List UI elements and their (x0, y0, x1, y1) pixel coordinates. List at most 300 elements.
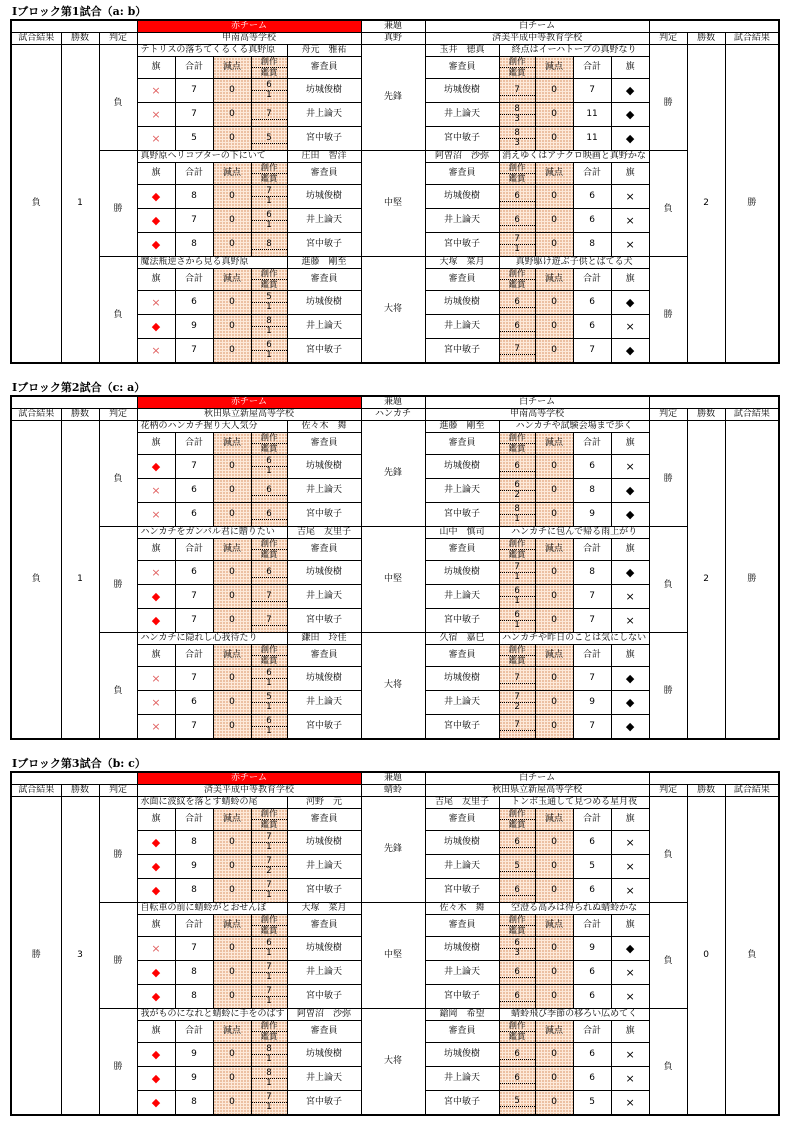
white-flag-mark: × (611, 185, 649, 209)
red-appr-score: 1 (252, 466, 287, 476)
white-deduction: 0 (535, 831, 573, 855)
white-haiku: ハンカチや昨日のことは気にしない (499, 633, 649, 645)
judges-header: 審査員 (287, 269, 361, 291)
red-create-score: 6 (266, 456, 272, 466)
total-header: 合計 (573, 809, 611, 831)
appr-label: 鑑賞 (500, 819, 535, 830)
deduct-header: 減点 (213, 809, 251, 831)
total-header: 合計 (573, 539, 611, 561)
judge-name: 坊城俊樹 (287, 79, 361, 103)
judge-name: 宮中敏子 (287, 1091, 361, 1115)
white-deduction: 0 (535, 715, 573, 739)
red-flag-mark: × (137, 561, 175, 585)
deduct-header: 減点 (535, 539, 573, 561)
judge-name: 井上論天 (425, 585, 499, 609)
red-create-appr (251, 561, 287, 585)
create-appr-header (251, 645, 287, 667)
white-bout-judge: 負 (649, 539, 687, 633)
create-label: 創作 (508, 163, 526, 173)
red-flag-mark: × (137, 103, 175, 127)
red-appr-score: 1 (252, 678, 287, 688)
red-total-score: 6 (175, 291, 213, 315)
red-appr-score (252, 577, 287, 578)
red-flag-mark: ◆ (137, 1091, 175, 1115)
red-flag-mark: × (137, 715, 175, 739)
white-total-score: 8 (573, 233, 611, 257)
white-deduction: 0 (535, 291, 573, 315)
white-flag-mark: ◆ (611, 479, 649, 503)
red-create-appr (251, 291, 287, 315)
wins-header: 勝数 (61, 33, 99, 45)
total-header: 合計 (175, 269, 213, 291)
white-create-score: 6 (514, 836, 520, 847)
white-flag-mark: × (611, 233, 649, 257)
red-flag-mark: × (137, 503, 175, 527)
match-1-section (10, 4, 778, 364)
red-create-score: 8 (266, 238, 272, 249)
white-total-score: 6 (573, 209, 611, 233)
white-total-score: 9 (573, 691, 611, 715)
white-haiku: 消えゆくはアナクロ映画と真野かな (499, 151, 649, 163)
white-flag-mark: × (611, 609, 649, 633)
red-team-header: 赤チーム (137, 772, 361, 785)
white-team-header: 白チーム (425, 20, 649, 33)
red-poet-name: 大塚 菜月 (287, 903, 361, 915)
appr-label: 鑑賞 (500, 1031, 535, 1042)
position-label: 先鋒 (361, 797, 425, 903)
white-deduction: 0 (535, 127, 573, 151)
white-create-appr (499, 937, 535, 961)
flag-header: 旗 (137, 645, 175, 667)
white-deduction: 0 (535, 937, 573, 961)
position-label: 中堅 (361, 527, 425, 633)
red-appr-score: 1 (252, 948, 287, 958)
red-deduction: 0 (213, 985, 251, 1009)
white-total-score: 7 (573, 609, 611, 633)
red-total-score: 9 (175, 855, 213, 879)
white-appr-score (500, 871, 535, 872)
white-deduction: 0 (535, 315, 573, 339)
white-total-score: 9 (573, 503, 611, 527)
flag-header: 旗 (611, 1021, 649, 1043)
appr-label: 鑑賞 (500, 443, 535, 454)
judge-name: 宮中敏子 (425, 715, 499, 739)
red-total-score: 8 (175, 233, 213, 257)
white-flag-mark: ◆ (611, 127, 649, 151)
red-school: 済美平成中等教育学校 (137, 785, 361, 797)
white-appr-score (500, 1001, 535, 1002)
red-deduction: 0 (213, 561, 251, 585)
red-total-score: 9 (175, 315, 213, 339)
white-deduction: 0 (535, 185, 573, 209)
red-deduction: 0 (213, 691, 251, 715)
create-label: 創作 (260, 433, 278, 443)
appr-label: 鑑賞 (252, 279, 287, 290)
red-flag-mark: ◆ (137, 185, 175, 209)
flag-header: 旗 (137, 57, 175, 79)
judge-name: 井上論天 (425, 209, 499, 233)
white-create-score: 6 (514, 214, 520, 225)
white-haiku: ハンカチに包んで帰る雨上がり (499, 527, 649, 539)
total-header: 合計 (573, 1021, 611, 1043)
judge-name: 井上論天 (287, 103, 361, 127)
white-create-appr (499, 1067, 535, 1091)
red-deduction: 0 (213, 209, 251, 233)
create-appr-header (499, 809, 535, 831)
red-create-appr (251, 479, 287, 503)
red-create-appr (251, 1091, 287, 1115)
result-header: 試合結果 (725, 33, 779, 45)
red-haiku: 自転車の前に蜻蛉がとおせんぼ (140, 903, 267, 913)
appr-label: 鑑賞 (252, 819, 287, 830)
white-deduction: 0 (535, 879, 573, 903)
create-label: 創作 (508, 645, 526, 655)
white-school: 済美平成中等教育学校 (425, 33, 649, 45)
white-create-appr (499, 185, 535, 209)
red-deduction: 0 (213, 455, 251, 479)
red-deduction: 0 (213, 79, 251, 103)
red-total-score: 7 (175, 585, 213, 609)
white-poet-name: 佐々木 舞 (425, 903, 499, 915)
white-poet-name: 鎗岡 希望 (425, 1009, 499, 1021)
kendai-header: 兼題 (361, 20, 425, 33)
red-appr-score: 1 (252, 726, 287, 736)
deduct-header: 減点 (213, 433, 251, 455)
judge-name: 坊城俊樹 (425, 831, 499, 855)
red-create-score: 6 (266, 508, 272, 519)
red-wins-count: 3 (61, 797, 99, 1115)
white-bout-judge: 負 (649, 809, 687, 903)
white-total-score: 6 (573, 879, 611, 903)
white-total-score: 7 (573, 339, 611, 363)
white-total-score: 7 (573, 79, 611, 103)
red-create-appr (251, 961, 287, 985)
flag-header: 旗 (137, 163, 175, 185)
total-header: 合計 (175, 915, 213, 937)
flag-header: 旗 (611, 163, 649, 185)
judge-name: 坊城俊樹 (425, 561, 499, 585)
total-header: 合計 (573, 915, 611, 937)
red-flag-mark: ◆ (137, 831, 175, 855)
flag-header: 旗 (611, 645, 649, 667)
red-create-score: 7 (266, 986, 272, 996)
white-create-appr (499, 1043, 535, 1067)
judge-header: 判定 (99, 785, 137, 797)
red-create-appr (251, 985, 287, 1009)
judge-name: 井上論天 (287, 961, 361, 985)
red-haiku-cell (137, 1009, 287, 1021)
red-create-score: 8 (266, 316, 272, 326)
judge-name: 宮中敏子 (287, 503, 361, 527)
judge-name: 井上論天 (287, 855, 361, 879)
red-create-score: 6 (266, 566, 272, 577)
white-appr-score (500, 331, 535, 332)
white-create-appr (499, 209, 535, 233)
judges-header: 審査員 (287, 915, 361, 937)
red-create-appr (251, 715, 287, 739)
create-appr-header (251, 57, 287, 79)
create-appr-header (499, 645, 535, 667)
white-appr-score: 2 (500, 490, 535, 500)
judge-name: 井上論天 (425, 315, 499, 339)
white-total-score: 9 (573, 937, 611, 961)
red-create-appr (251, 315, 287, 339)
create-appr-header (251, 915, 287, 937)
white-create-appr (499, 609, 535, 633)
white-deduction: 0 (535, 233, 573, 257)
judge-name: 宮中敏子 (425, 985, 499, 1009)
deduct-header: 減点 (535, 269, 573, 291)
wins-header: 勝数 (687, 409, 725, 421)
red-deduction: 0 (213, 1043, 251, 1067)
red-deduction: 0 (213, 937, 251, 961)
red-poet-name: 進藤 剛至 (287, 257, 361, 269)
red-total-score: 6 (175, 561, 213, 585)
white-flag-mark: ◆ (611, 103, 649, 127)
red-flag-mark: × (137, 127, 175, 151)
red-bout-judge: 負 (99, 645, 137, 739)
red-deduction: 0 (213, 961, 251, 985)
judge-name: 宮中敏子 (425, 233, 499, 257)
red-haiku: 我がものになれと蜻蛉に手をのばす (140, 1009, 285, 1019)
white-create-appr (499, 127, 535, 151)
red-deduction: 0 (213, 479, 251, 503)
judge-name: 坊城俊樹 (287, 291, 361, 315)
red-total-score: 8 (175, 985, 213, 1009)
white-appr-score (500, 201, 535, 202)
white-bout-judge-spacer (649, 797, 687, 809)
red-bout-judge-spacer (99, 257, 137, 269)
white-flag-mark: ◆ (611, 937, 649, 961)
white-team-header: 白チーム (425, 772, 649, 785)
red-create-score: 6 (266, 938, 272, 948)
judges-header: 審査員 (425, 57, 499, 79)
red-school: 秋田県立新屋高等学校 (137, 409, 361, 421)
red-flag-mark: ◆ (137, 1067, 175, 1091)
red-haiku-cell (137, 903, 287, 915)
white-create-score: 6 (514, 1072, 520, 1083)
white-appr-score: 1 (500, 244, 535, 254)
flag-header: 旗 (611, 57, 649, 79)
white-create-appr (499, 855, 535, 879)
appr-label: 鑑賞 (252, 655, 287, 666)
red-poet-name: 河野 元 (287, 797, 361, 809)
judge-name: 井上論天 (287, 585, 361, 609)
red-total-score: 6 (175, 479, 213, 503)
white-deduction: 0 (535, 209, 573, 233)
kendai-word: 真野 (361, 33, 425, 45)
judge-name: 坊城俊樹 (425, 79, 499, 103)
white-create-appr (499, 79, 535, 103)
white-create-appr (499, 233, 535, 257)
flag-header: 旗 (137, 1021, 175, 1043)
wins-header: 勝数 (687, 785, 725, 797)
judge-name: 坊城俊樹 (287, 1043, 361, 1067)
judge-name: 宮中敏子 (425, 1091, 499, 1115)
white-bout-judge: 勝 (649, 57, 687, 151)
red-deduction: 0 (213, 1067, 251, 1091)
red-wins-count: 1 (61, 45, 99, 363)
red-bout-judge-spacer (99, 903, 137, 915)
white-create-score: 7 (514, 672, 520, 683)
total-header: 合計 (175, 539, 213, 561)
red-bout-judge-spacer (99, 633, 137, 645)
red-create-appr (251, 79, 287, 103)
red-appr-score: 1 (252, 326, 287, 336)
red-appr-score: 1 (252, 196, 287, 206)
judge-name: 井上論天 (425, 691, 499, 715)
create-appr-header (499, 269, 535, 291)
total-header: 合計 (175, 809, 213, 831)
red-create-score: 6 (266, 80, 272, 90)
red-bout-judge-spacer (99, 1009, 137, 1021)
red-match-result: 負 (11, 45, 61, 363)
white-appr-score: 3 (500, 948, 535, 958)
red-haiku-cell (137, 421, 287, 433)
white-bout-judge: 勝 (649, 269, 687, 363)
appr-label: 鑑賞 (500, 549, 535, 560)
judge-name: 坊城俊樹 (287, 937, 361, 961)
white-total-score: 6 (573, 185, 611, 209)
match-title: Iブロック第1試合（a: b） (12, 5, 147, 18)
white-total-score: 6 (573, 291, 611, 315)
white-create-appr (499, 103, 535, 127)
white-create-appr (499, 291, 535, 315)
white-flag-mark: ◆ (611, 79, 649, 103)
white-haiku: 終点はイーハトーブの真野なり (499, 45, 649, 57)
white-create-score: 6 (514, 586, 520, 596)
appr-label: 鑑賞 (500, 925, 535, 936)
white-create-appr (499, 667, 535, 691)
white-appr-score (500, 730, 535, 731)
judges-header: 審査員 (287, 163, 361, 185)
red-total-score: 7 (175, 455, 213, 479)
red-create-score: 6 (266, 668, 272, 678)
red-appr-score: 1 (252, 1078, 287, 1088)
match-3-section (10, 756, 778, 1116)
white-create-score: 8 (514, 504, 520, 514)
white-flag-mark: ◆ (611, 503, 649, 527)
red-team-header: 赤チーム (137, 396, 361, 409)
total-header: 合計 (573, 57, 611, 79)
red-create-appr (251, 609, 287, 633)
deduct-header: 減点 (535, 163, 573, 185)
white-haiku: トンボ玉通して見つめる星月夜 (499, 797, 649, 809)
position-label: 中堅 (361, 903, 425, 1009)
result-header: 試合結果 (725, 409, 779, 421)
white-deduction: 0 (535, 609, 573, 633)
red-create-appr (251, 585, 287, 609)
red-bout-judge: 勝 (99, 163, 137, 257)
red-appr-score: 1 (252, 996, 287, 1006)
judges-header: 審査員 (425, 809, 499, 831)
judges-header: 審査員 (287, 433, 361, 455)
red-school: 甲南高等学校 (137, 33, 361, 45)
kendai-word: ハンカチ (361, 409, 425, 421)
white-create-appr (499, 479, 535, 503)
red-haiku-cell (137, 527, 287, 539)
flag-header: 旗 (137, 539, 175, 561)
white-wins-count: 2 (687, 421, 725, 739)
red-poet-name: 鎌田 玲佳 (287, 633, 361, 645)
red-create-appr (251, 127, 287, 151)
create-label: 創作 (508, 433, 526, 443)
white-deduction: 0 (535, 985, 573, 1009)
appr-label: 鑑賞 (500, 67, 535, 78)
red-total-score: 7 (175, 715, 213, 739)
total-header: 合計 (175, 57, 213, 79)
kendai-word: 蜻蛉 (361, 785, 425, 797)
wins-header: 勝数 (61, 409, 99, 421)
red-total-score: 7 (175, 609, 213, 633)
red-create-appr (251, 209, 287, 233)
white-wins-count: 0 (687, 797, 725, 1115)
deduct-header: 減点 (535, 809, 573, 831)
red-flag-mark: ◆ (137, 961, 175, 985)
red-bout-judge-spacer (99, 45, 137, 57)
white-poet-name: 大塚 菜月 (425, 257, 499, 269)
red-create-appr (251, 879, 287, 903)
white-create-appr (499, 339, 535, 363)
judge-name: 坊城俊樹 (425, 667, 499, 691)
judge-name: 坊城俊樹 (425, 185, 499, 209)
red-match-result: 負 (11, 421, 61, 739)
judges-header: 審査員 (425, 645, 499, 667)
white-deduction: 0 (535, 1067, 573, 1091)
red-create-score: 7 (266, 832, 272, 842)
white-total-score: 7 (573, 667, 611, 691)
total-header: 合計 (573, 269, 611, 291)
red-total-score: 7 (175, 79, 213, 103)
white-poet-name: 久宿 嘉巳 (425, 633, 499, 645)
judge-name: 宮中敏子 (287, 127, 361, 151)
white-bout-judge-spacer (649, 633, 687, 645)
white-match-result: 勝 (725, 45, 779, 363)
red-create-appr (251, 339, 287, 363)
position-label: 大将 (361, 633, 425, 739)
red-create-score: 7 (266, 590, 272, 601)
white-appr-score (500, 95, 535, 96)
create-appr-header (251, 433, 287, 455)
white-create-appr (499, 503, 535, 527)
red-poet-name: 庄田 智洋 (287, 151, 361, 163)
white-create-score: 6 (514, 296, 520, 307)
red-create-score: 8 (266, 1068, 272, 1078)
red-flag-mark: ◆ (137, 315, 175, 339)
white-total-score: 8 (573, 479, 611, 503)
white-create-appr (499, 1091, 535, 1115)
judges-header: 審査員 (287, 57, 361, 79)
white-total-score: 6 (573, 315, 611, 339)
appr-label: 鑑賞 (252, 443, 287, 454)
judge-name: 宮中敏子 (287, 609, 361, 633)
white-deduction: 0 (535, 1091, 573, 1115)
white-appr-score (500, 354, 535, 355)
white-deduction: 0 (535, 855, 573, 879)
judge-name: 井上論天 (425, 479, 499, 503)
create-label: 創作 (260, 539, 278, 549)
white-deduction: 0 (535, 79, 573, 103)
white-create-score: 7 (514, 344, 520, 355)
white-bout-judge: 勝 (649, 645, 687, 739)
red-haiku: 魔法瓶逆さから見る真野原 (140, 257, 249, 267)
red-create-score: 7 (266, 108, 272, 119)
white-poet-name: 玉井 徳真 (425, 45, 499, 57)
result-header: 試合結果 (725, 785, 779, 797)
judge-header: 判定 (649, 409, 687, 421)
red-haiku: テトリスの落ちてくるくる真野原 (140, 45, 276, 55)
white-create-appr (499, 985, 535, 1009)
